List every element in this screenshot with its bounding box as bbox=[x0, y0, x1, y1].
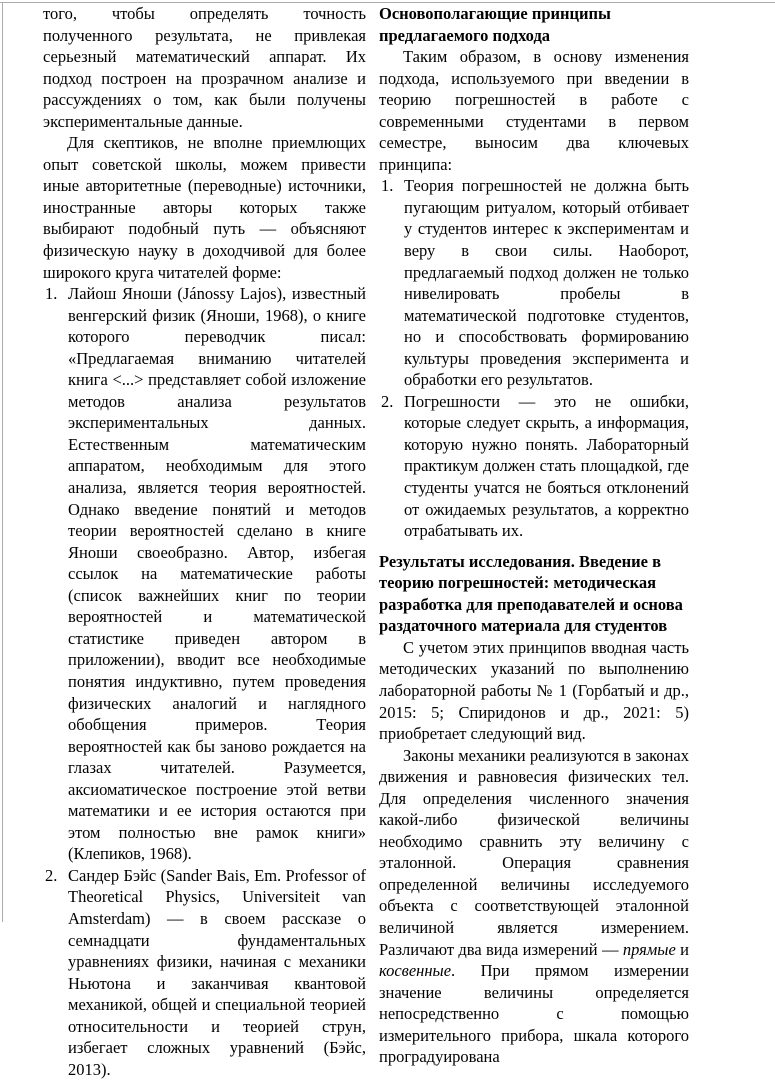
paragraph-laws-rest: . При прямом измерении значение величины определяется непосредственно с помощью измерительного прибора, шкала которого проградуирована bbox=[379, 961, 689, 1067]
left-column bbox=[43, 3, 366, 1080]
list-item bbox=[43, 865, 366, 1080]
paragraph-skeptics: Для скептиков, не вполне приемлющих опыт советской школы, можем привести иные авторитетные (переводные) источники, иностранные авторы которых также выбирают подобный путь — объясняют физическую науку в доходчивой для более широкого круга читателей форме: bbox=[43, 133, 366, 282]
list-item-text: Лайош Яноши (Jánossy Lajos), известный венгерский физик (Яноши, 1968), о книге которого переводчик писал: «Предлагаемая вниманию читателей книга <...> представляет собой изложение методов анализа результатов экспериментальных данных. Естественным математическим аппаратом, необходимым для этого анализа, является теория вероятностей. Однако введение понятий и методов теории вероятностей сделано в книге Яноши своеобразно. Автор, избегая ссылок на математические работы (список важнейших книг по теории вероятностей и математической статистике приведен автором в приложении), вводит все необходимые понятия индуктивно, путем проведения физических аналогий и наглядного обобщения примеров. Теория вероятностей как бы заново рождается на глазах читателей. Разумеется, аксиоматическое построение этой ветви математики и ее история остаются при этом полностью вне рамок книги» (Клепиков, 1968). bbox=[68, 284, 366, 864]
right-column bbox=[379, 3, 689, 1080]
list-item bbox=[379, 391, 689, 542]
term-indirect-measurements: косвенные bbox=[379, 961, 452, 981]
list-item-number: 2. bbox=[381, 391, 394, 411]
list-item bbox=[379, 175, 689, 390]
term-direct-measurements: прямые bbox=[622, 939, 676, 959]
list-item-text: Сандер Бэйс (Sander Bais, Em. Professor of Theoretical Physics, Universiteit van Amsterdam) — в своем рассказе о семнадцати фундаментальных уравнениях физики, начиная с механики Ньютона и заканчивая квантовой механикой, общей и специальной теорией относительности и теорией струн, избегает сложных уравнений (Бэйс, 2013). bbox=[68, 865, 366, 1079]
list-item bbox=[43, 283, 366, 865]
list-item-text: Погрешности — это не ошибки, которые следует скрыть, а информация, которую нужно понять. Лабораторный практикум должен стать площадкой, где студенты учатся не бояться отклонений от ожидаемых результатов, а корректно отрабатывать их. bbox=[404, 391, 689, 541]
paragraph-continuation: того, чтобы определять точность полученного результата, не привлекая серьезный математический аппарат. Их подход построен на прозрачном анализе и рассуждениях о том, как были получены экспериментальные данные. bbox=[43, 4, 366, 131]
section-heading-results: Результаты исследования. Введение в теорию погрешностей: методическая разработка для преподавателей и основа раздаточного материала для студентов bbox=[379, 551, 683, 636]
page-body bbox=[43, 3, 689, 1080]
list-item-number: 2. bbox=[45, 865, 58, 885]
paragraph-laws bbox=[379, 745, 689, 1068]
list-item-text: Теория погрешностей не должна быть пугающим ритуалом, который отбивает у студентов интерес к экспериментам и веру в свои силы. Наоборот, предлагаемый подход должен не только нивелировать пробелы в математической подготовке студентов, но и способствовать формированию культуры проведения эксперимента и обработки его результатов. bbox=[404, 176, 689, 390]
paragraph-thus: Таким образом, в основу изменения подхода, используемого при введении в теорию погрешностей в работе с современными студентами в первом семестре, выносим два ключевых принципа: bbox=[379, 47, 689, 174]
paragraph-laws-text: Законы механики реализуются в законах движения и равновесия физических тел. Для определения численного значения какой-либо физической величины необходимо сравнить эту величину с эталонной. Операция сравнения определенной величины исследуемого объекта с соответствующей эталонной величиной является измерением. Различают два вида измерений — bbox=[379, 745, 689, 959]
paragraph-laws-conjunction: и bbox=[675, 939, 689, 959]
list-item-number: 1. bbox=[381, 176, 394, 196]
list-item-number: 1. bbox=[45, 284, 58, 304]
section-heading-principles: Основополагающие принципы предлагаемого подхода bbox=[379, 4, 611, 45]
paragraph-intro: С учетом этих принципов вводная часть методических указаний по выполнению лабораторной работы № 1 (Горбатый и др., 2015: 5; Спиридонов и др., 2021: 5) приобретает следующий вид. bbox=[379, 637, 689, 744]
page-left-edge bbox=[2, 2, 3, 922]
